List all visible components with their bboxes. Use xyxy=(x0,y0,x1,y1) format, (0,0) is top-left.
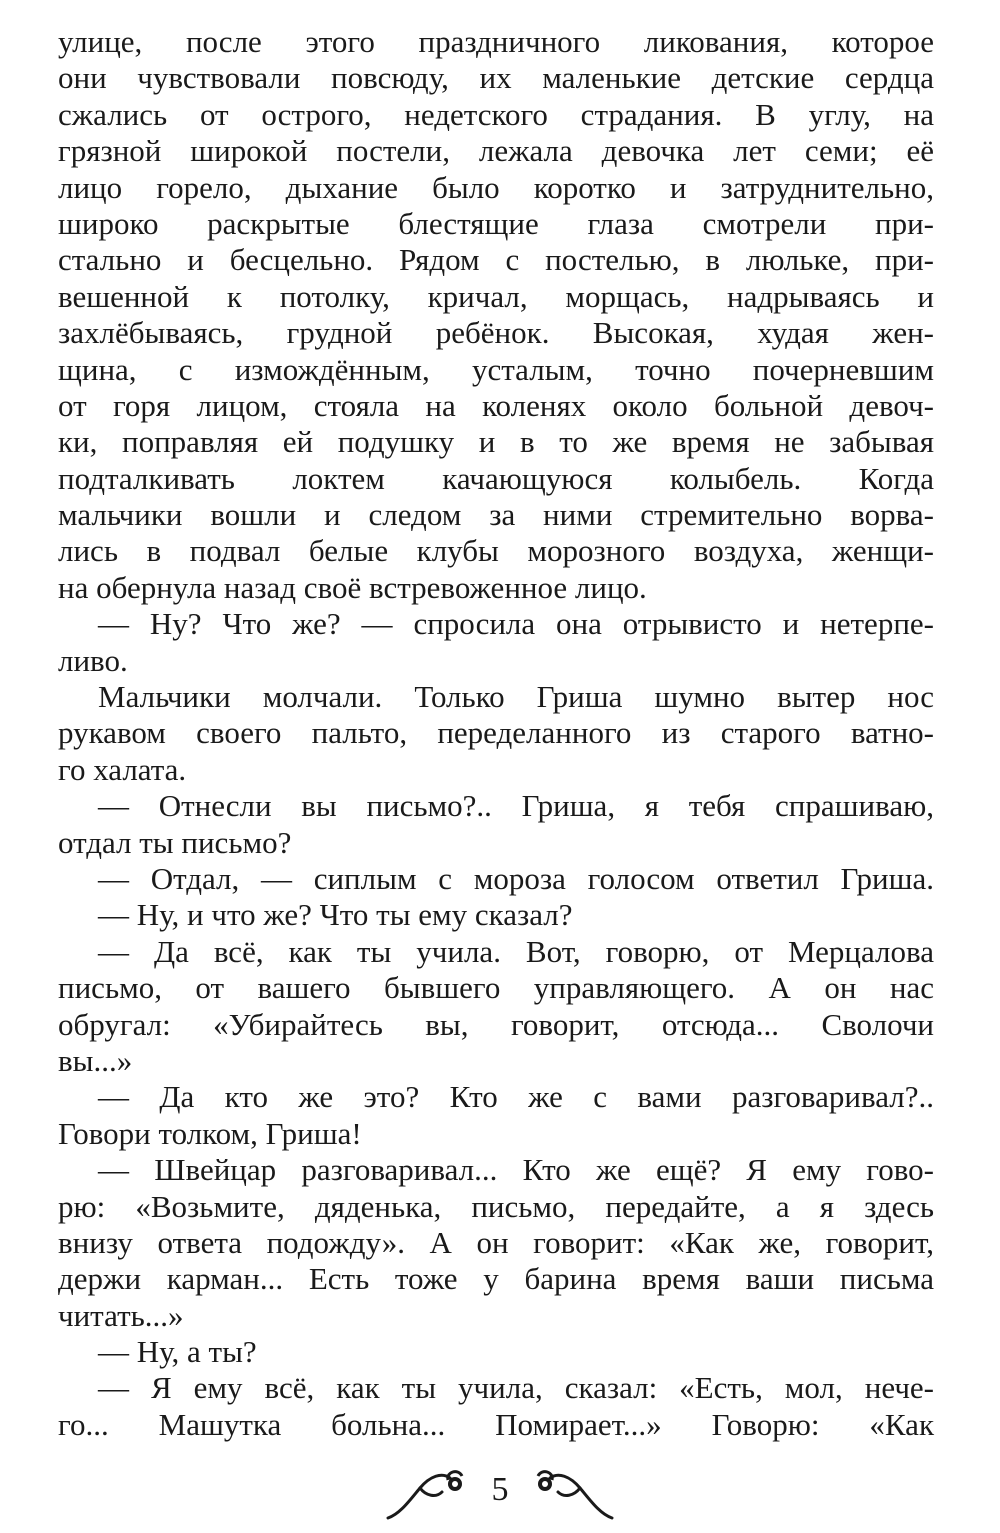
page-number: 5 xyxy=(491,1471,509,1508)
page-footer xyxy=(0,1462,1000,1524)
text-line: Мальчики молчали. Только Гриша шумно вытер нос xyxy=(98,679,934,715)
text-line: ки, поправляя ей подушку и в то же время не забывая xyxy=(58,424,934,460)
text-line: захлёбываясь, грудной ребёнок. Высокая, худая жен- xyxy=(58,315,934,351)
text-line: — Да всё, как ты учила. Вот, говорю, от Мерцалова xyxy=(98,933,934,969)
text-line: улице, после этого праздничного ликования, которое xyxy=(58,24,934,59)
text-line: подталкивать локтем качающуюся колыбель. Когда xyxy=(58,460,934,496)
text-line: сжались от острого, недетского страдания. В углу, на xyxy=(58,96,934,132)
text-line: ливо. xyxy=(58,642,128,678)
text-line: на обернула назад своё встревоженное лицо. xyxy=(58,569,647,605)
text-line: читать...» xyxy=(58,1297,184,1333)
text-line: стально и бесцельно. Рядом с постелью, в люльке, при- xyxy=(58,242,934,278)
text-line: отдал ты письмо? xyxy=(58,824,292,860)
text-line: грязной широкой постели, лежала девочка лет семи; её xyxy=(58,133,934,169)
text-line: — Я ему всё, как ты учила, сказал: «Есть, мол, нече- xyxy=(98,1370,934,1406)
text-line: от горя лицом, стояла на коленях около больной девоч- xyxy=(58,387,934,423)
text-line: лицо горело, дыхание было коротко и затруднительно, xyxy=(58,169,934,205)
text-line: рю: «Возьмите, дяденька, письмо, передайте, а я здесь xyxy=(58,1188,934,1224)
text-line: Говори толком, Гриша! xyxy=(58,1115,362,1151)
text-line: го... Машутка больна... Помирает...» Говорю: «Как xyxy=(58,1406,934,1442)
text-line: — Отнесли вы письмо?.. Гриша, я тебя спрашиваю, xyxy=(98,788,934,824)
text-line: — Ну, а ты? xyxy=(98,1334,257,1370)
text-line: — Ну, и что же? Что ты ему сказал? xyxy=(98,897,573,933)
text-line: широко раскрытые блестящие глаза смотрели при- xyxy=(58,205,934,241)
text-line: держи карман... Есть тоже у барина время ваши письма xyxy=(58,1261,934,1297)
text-line: обругал: «Убирайтесь вы, говорит, отсюда... Сволочи xyxy=(58,1006,934,1042)
text-line: рукавом своего пальто, переделанного из старого ватно- xyxy=(58,715,934,751)
text-line: — Да кто же это? Кто же с вами разговаривал?.. xyxy=(98,1079,934,1115)
text-line: — Ну? Что же? — спросила она отрывисто и нетерпе- xyxy=(98,606,934,642)
text-line: лись в подвал белые клубы морозного воздуха, женщи- xyxy=(58,533,934,569)
text-line: щина, с измождённым, усталым, точно почерневшим xyxy=(58,351,934,387)
text-line: го халата. xyxy=(58,751,187,787)
text-line: письмо, от вашего бывшего управляющего. А он нас xyxy=(58,970,934,1006)
text-line: вы...» xyxy=(58,1042,133,1078)
text-line: — Отдал, — сиплым с мороза голосом ответил Гриша. xyxy=(98,860,934,896)
text-line: они чувствовали повсюду, их маленькие детские сердца xyxy=(58,60,934,96)
text-line: мальчики вошли и следом за ними стремительно ворва- xyxy=(58,497,934,533)
text-line: — Швейцар разговаривал... Кто же ещё? Я ему гово- xyxy=(98,1152,934,1188)
text-line: внизу ответа подожду». А он говорит: «Как же, говорит, xyxy=(58,1224,934,1260)
body-text xyxy=(58,24,934,1443)
text-line: вешенной к потолку, кричал, морщась, надрываясь и xyxy=(58,278,934,314)
